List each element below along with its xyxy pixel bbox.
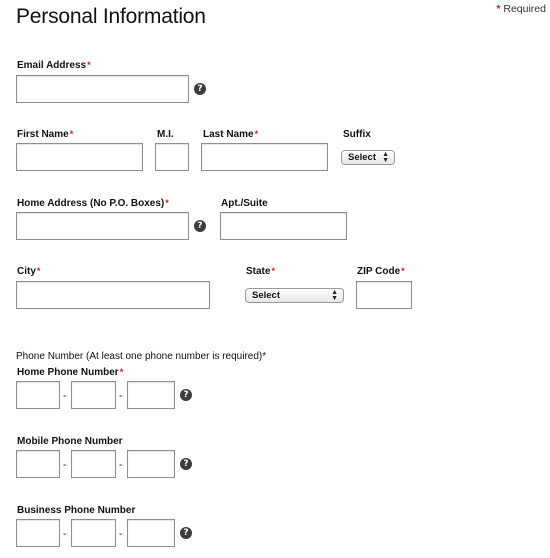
required-star: * [119, 367, 124, 377]
home-phone-line-field[interactable] [127, 381, 175, 409]
select-arrows-icon [331, 290, 338, 302]
last-name-label [203, 129, 258, 140]
required-star: * [69, 129, 74, 139]
mobile-phone-help-icon[interactable]: ? [180, 458, 192, 470]
apt-suite-field[interactable] [220, 212, 347, 240]
state-select-value: Select [252, 290, 280, 301]
email-label [17, 60, 91, 71]
first-name-label-text: First Name [17, 129, 69, 140]
city-field[interactable] [16, 281, 210, 309]
city-label [17, 266, 40, 277]
home-phone-area-field[interactable] [16, 381, 60, 409]
mobile-phone-line-field[interactable] [127, 450, 175, 478]
last-name-field[interactable] [201, 143, 328, 171]
zip-label-text: ZIP Code [357, 266, 401, 277]
phone-separator: - [63, 528, 67, 540]
required-star: * [165, 198, 169, 208]
business-phone-prefix-field[interactable] [71, 519, 116, 547]
home-phone-help-icon[interactable]: ? [180, 389, 192, 401]
required-legend-label: Required [503, 3, 546, 15]
apt-suite-label: Apt./Suite [221, 198, 268, 209]
business-phone-area-field[interactable] [16, 519, 60, 547]
arrow-down-icon: ▼ [331, 295, 338, 302]
suffix-select-value: Select [348, 152, 376, 163]
business-phone-label: Business Phone Number [17, 505, 136, 516]
home-address-label [17, 198, 169, 209]
zip-field[interactable] [356, 281, 412, 309]
email-field[interactable] [16, 75, 189, 103]
arrow-down-icon: ▼ [382, 157, 389, 164]
state-label [246, 266, 275, 277]
mobile-phone-prefix-field[interactable] [71, 450, 116, 478]
first-name-field[interactable] [16, 143, 143, 171]
suffix-label: Suffix [343, 129, 371, 140]
mobile-phone-area-field[interactable] [16, 450, 60, 478]
home-phone-label-text: Home Phone Number [17, 367, 119, 378]
zip-label [357, 266, 405, 277]
first-name-label [17, 129, 73, 140]
middle-initial-label: M.I. [157, 129, 174, 140]
state-label-text: State [246, 266, 271, 277]
arrow-up-icon: ▲ [382, 151, 389, 158]
home-address-label-text: Home Address (No P.O. Boxes) [17, 198, 165, 209]
required-legend [496, 3, 546, 15]
required-star: * [401, 266, 405, 276]
mobile-phone-label: Mobile Phone Number [17, 436, 123, 447]
home-address-field[interactable] [16, 212, 189, 240]
middle-initial-field[interactable] [155, 143, 189, 171]
arrow-up-icon: ▲ [331, 289, 338, 296]
last-name-label-text: Last Name [203, 129, 254, 140]
phone-separator: - [119, 459, 123, 471]
email-label-text: Email Address [17, 60, 87, 71]
suffix-select[interactable] [341, 150, 395, 165]
required-star: * [36, 266, 41, 276]
email-help-icon[interactable]: ? [194, 83, 206, 95]
page-title: Personal Information [16, 5, 206, 28]
select-arrows-icon [382, 152, 389, 164]
city-label-text: City [17, 266, 36, 277]
required-star: * [254, 129, 259, 139]
required-star: * [496, 3, 501, 15]
business-phone-help-icon[interactable]: ? [180, 527, 192, 539]
phone-separator: - [63, 459, 67, 471]
required-star: * [87, 60, 91, 70]
state-select[interactable] [245, 288, 344, 303]
phone-separator: - [119, 528, 123, 540]
home-phone-prefix-field[interactable] [71, 381, 116, 409]
phone-separator: - [63, 390, 67, 402]
required-star: * [271, 266, 275, 276]
home-address-help-icon[interactable]: ? [194, 220, 206, 232]
home-phone-label [17, 367, 123, 378]
business-phone-line-field[interactable] [127, 519, 175, 547]
phone-separator: - [119, 390, 123, 402]
phone-intro-text: Phone Number (At least one phone number is required)* [16, 351, 267, 362]
